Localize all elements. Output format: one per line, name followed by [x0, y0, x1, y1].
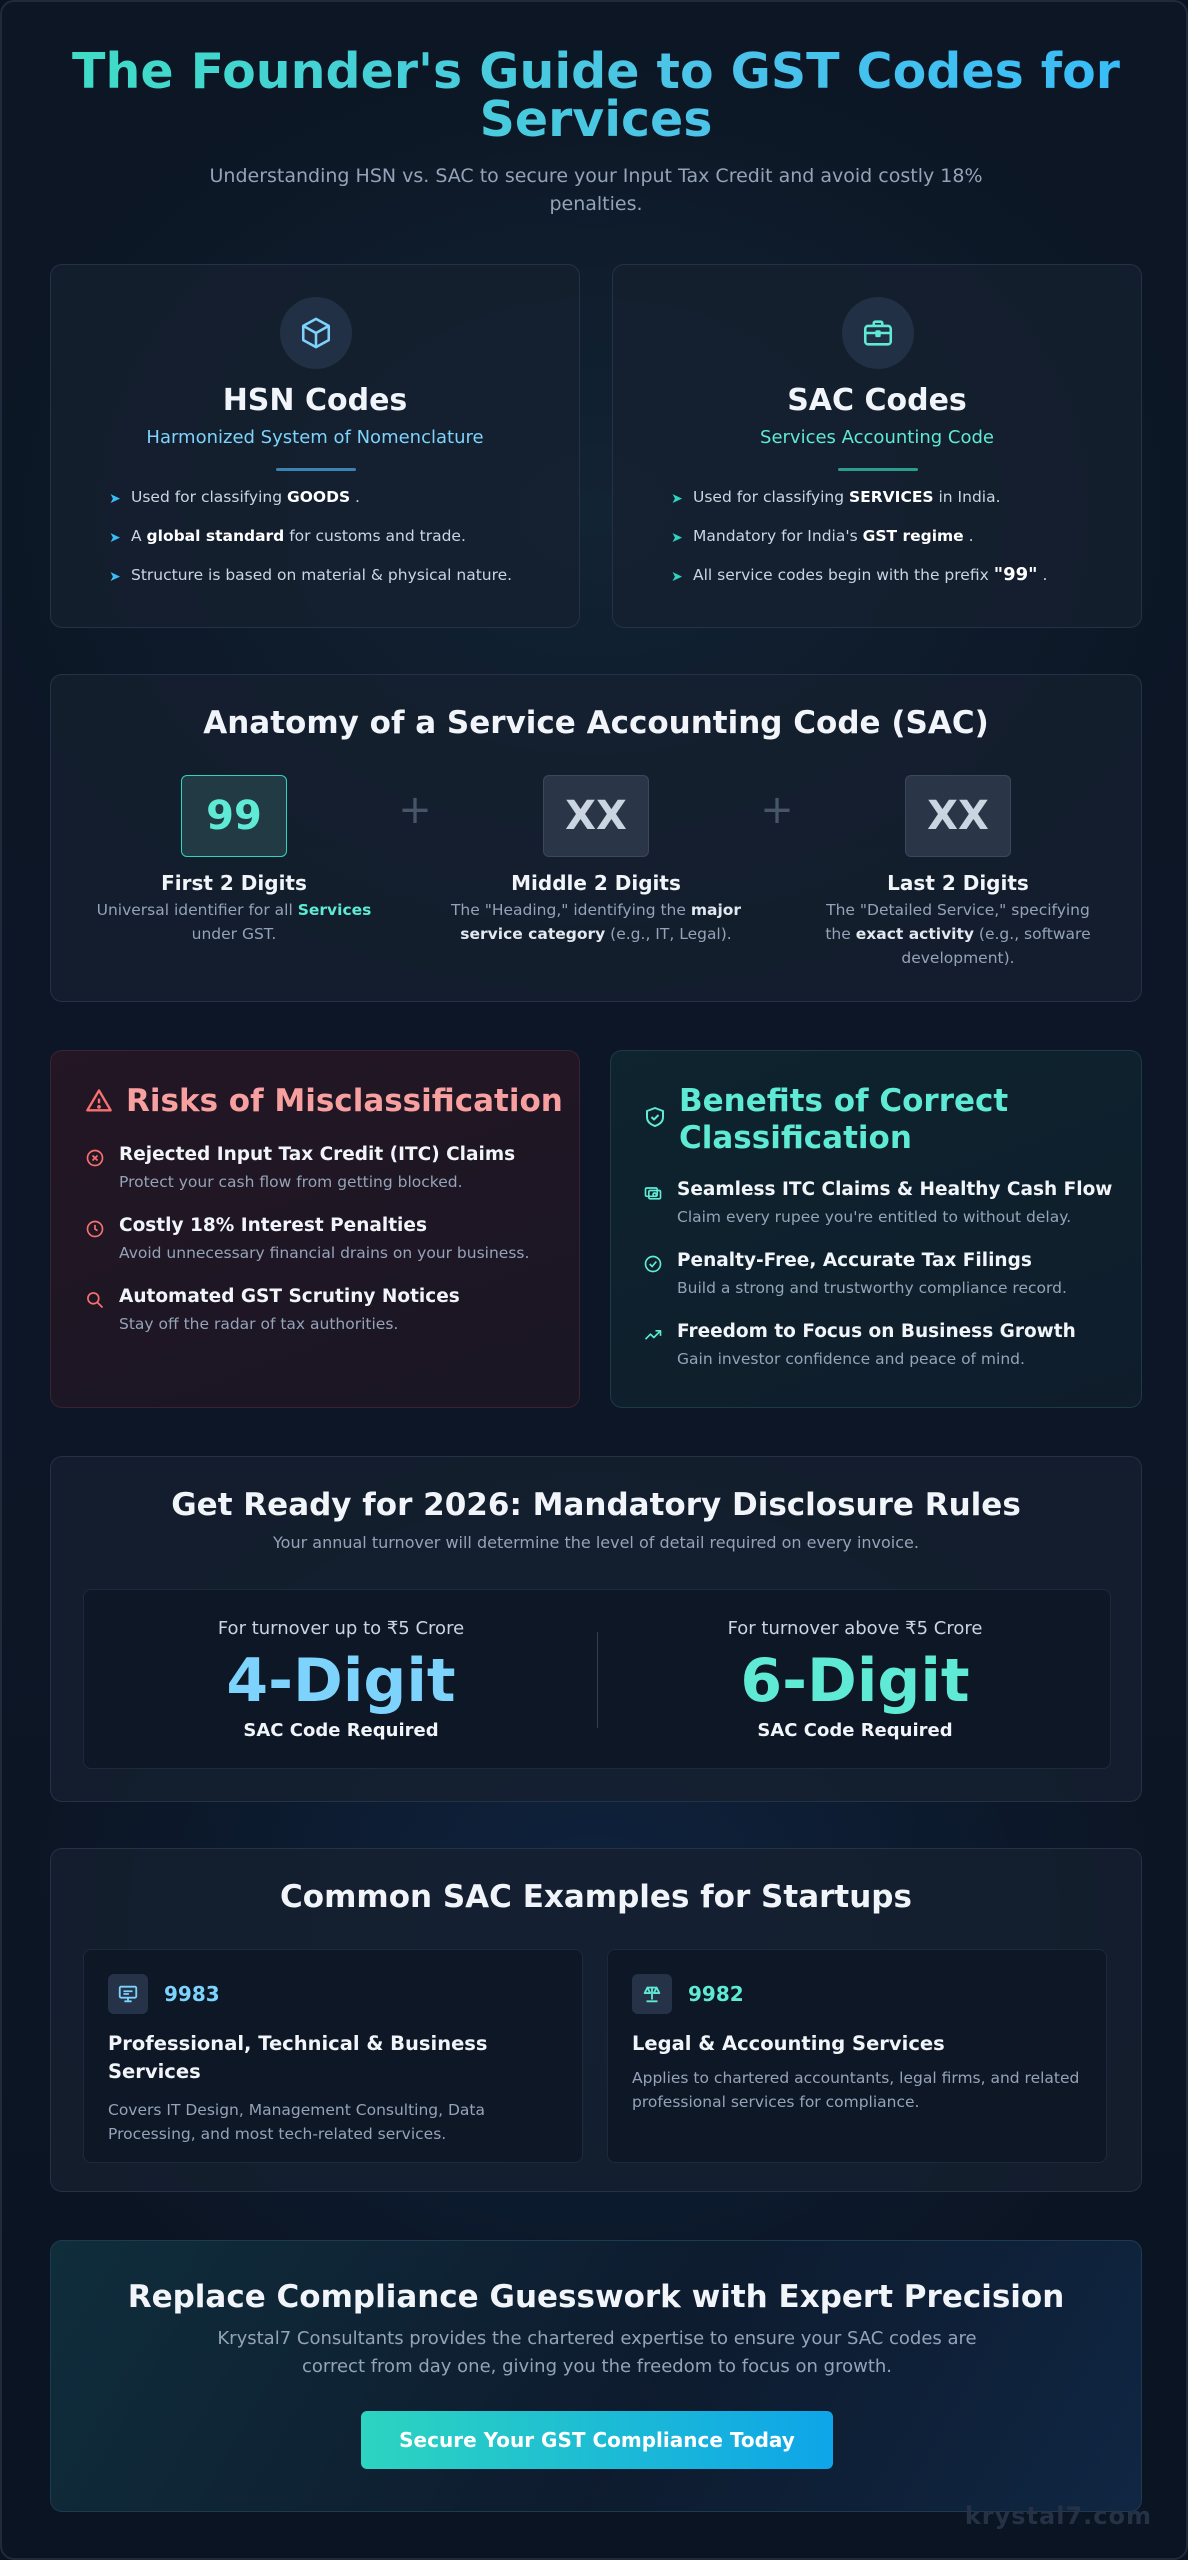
risks-card — [50, 1050, 580, 1408]
last-digits-desc: The "Detailed Service," specifying the exact activity (e.g., software development). — [825, 901, 1091, 967]
trend-up-icon — [643, 1325, 663, 1345]
benefit-item: Freedom to Focus on Business Growth Gain investor confidence and peace of mind. — [677, 1321, 1076, 1368]
list-item: ➤ Mandatory for India's GST regime . — [671, 527, 974, 546]
secure-compliance-button[interactable]: Secure Your GST Compliance Today — [361, 2411, 833, 2469]
risk-item: Costly 18% Interest Penalties Avoid unnecessary financial drains on your business. — [119, 1215, 530, 1262]
cta-card — [50, 2240, 1142, 2512]
hsn-title: HSN Codes — [222, 383, 408, 418]
watermark: krystal7.com — [964, 2502, 1152, 2530]
last-digits-box: XX — [905, 775, 1011, 857]
example-name: Legal & Accounting Services — [632, 2032, 945, 2055]
example-code: 9982 — [688, 1982, 744, 2006]
risk-item: Automated GST Scrutiny Notices Stay off the radar of tax authorities. — [119, 1286, 460, 1333]
four-digit-value: 4-Digit — [226, 1646, 456, 1716]
benefit-item: Seamless ITC Claims & Healthy Cash Flow Claim every rupee you're entitled to without delay. — [677, 1179, 1113, 1226]
turnover-comparison — [83, 1589, 1111, 1769]
benefits-title: Benefits of Correct Classification — [679, 1083, 1009, 1156]
search-icon — [85, 1290, 105, 1310]
example-desc: Covers IT Design, Management Consulting, Data Processing, and most tech-related services. — [108, 2101, 486, 2143]
list-item: ➤ Used for classifying SERVICES in India. — [671, 488, 1001, 507]
example-name: Professional, Technical & Business Services — [108, 2032, 488, 2083]
hsn-divider — [276, 468, 356, 471]
plus-sign: + — [398, 787, 432, 833]
cta-title: Replace Compliance Guesswork with Expert Precision — [127, 2279, 1065, 2315]
sac-anatomy-card — [50, 674, 1142, 1002]
cash-icon — [643, 1183, 663, 1203]
sac-card — [612, 264, 1142, 628]
benefit-item: Penalty-Free, Accurate Tax Filings Build a strong and trustworthy compliance record. — [677, 1250, 1067, 1297]
risks-title: Risks of Misclassification — [126, 1083, 563, 1119]
middle-digits-box: XX — [543, 775, 649, 857]
first-digits-box: 99 — [181, 775, 287, 857]
middle-digits-desc: The "Heading," identifying the major service category (e.g., IT, Legal). — [450, 901, 742, 943]
example-desc: Applies to chartered accountants, legal firms, and related professional services for compliance. — [632, 2069, 1080, 2111]
x-circle-icon — [85, 1148, 105, 1168]
sac-list — [671, 487, 1111, 604]
clock-icon — [85, 1219, 105, 1239]
page-title: The Founder's Guide to GST Codes for Services — [62, 48, 1130, 144]
hsn-list — [109, 487, 549, 604]
check-circle-icon — [643, 1254, 663, 1274]
warning-icon — [85, 1087, 113, 1115]
sac-divider — [838, 468, 918, 471]
cube-icon — [280, 297, 352, 369]
sac-subtitle: Services Accounting Code — [760, 427, 994, 448]
list-item: ➤ Used for classifying GOODS . — [109, 488, 360, 507]
plus-sign: + — [760, 787, 794, 833]
list-item: ➤ Structure is based on material & physical nature. — [109, 566, 513, 585]
shield-check-icon — [643, 1105, 667, 1129]
example-9982 — [607, 1949, 1107, 2163]
example-code: 9983 — [164, 1982, 220, 2006]
example-9983 — [83, 1949, 583, 2163]
monitor-icon — [108, 1974, 148, 2014]
list-item: ➤ A global standard for customs and trade. — [109, 527, 466, 546]
examples-title: Common SAC Examples for Startups — [280, 1879, 912, 1915]
cta-subtitle: Krystal7 Consultants provides the chartered expertise to ensure your SAC codes are correct from day one, giving you the freedom to focus on growth. — [217, 2328, 977, 2377]
middle-digits-label: Middle 2 Digits — [511, 871, 681, 895]
disclosure-subtitle: Your annual turnover will determine the level of detail required on every invoice. — [273, 1533, 919, 1552]
first-digits-label: First 2 Digits — [161, 871, 307, 895]
sac-examples-card — [50, 1848, 1142, 2192]
hsn-card — [50, 264, 580, 628]
disclosure-title: Get Ready for 2026: Mandatory Disclosure Rules — [171, 1487, 1021, 1523]
turnover-above-5cr: For turnover above ₹5 Crore 6-Digit SAC Code Required — [598, 1590, 1112, 1770]
page-subtitle: Understanding HSN vs. SAC to secure your Input Tax Credit and avoid costly 18% penalties. — [209, 165, 983, 215]
six-digit-value: 6-Digit — [740, 1646, 970, 1716]
sac-title: SAC Codes — [787, 383, 967, 418]
disclosure-rules-card — [50, 1456, 1142, 1802]
last-digits-label: Last 2 Digits — [887, 871, 1029, 895]
briefcase-icon — [842, 297, 914, 369]
anatomy-title: Anatomy of a Service Accounting Code (SAC) — [203, 705, 989, 741]
risk-item: Rejected Input Tax Credit (ITC) Claims Protect your cash flow from getting blocked. — [119, 1144, 516, 1191]
turnover-up-to-5cr: For turnover up to ₹5 Crore 4-Digit SAC Code Required — [84, 1590, 598, 1770]
hsn-subtitle: Harmonized System of Nomenclature — [146, 427, 484, 448]
first-digits-desc: Universal identifier for all Services under GST. — [96, 901, 372, 943]
benefits-card — [610, 1050, 1142, 1408]
scale-icon — [632, 1974, 672, 2014]
list-item: ➤ All service codes begin with the prefix "99" . — [671, 564, 1048, 585]
